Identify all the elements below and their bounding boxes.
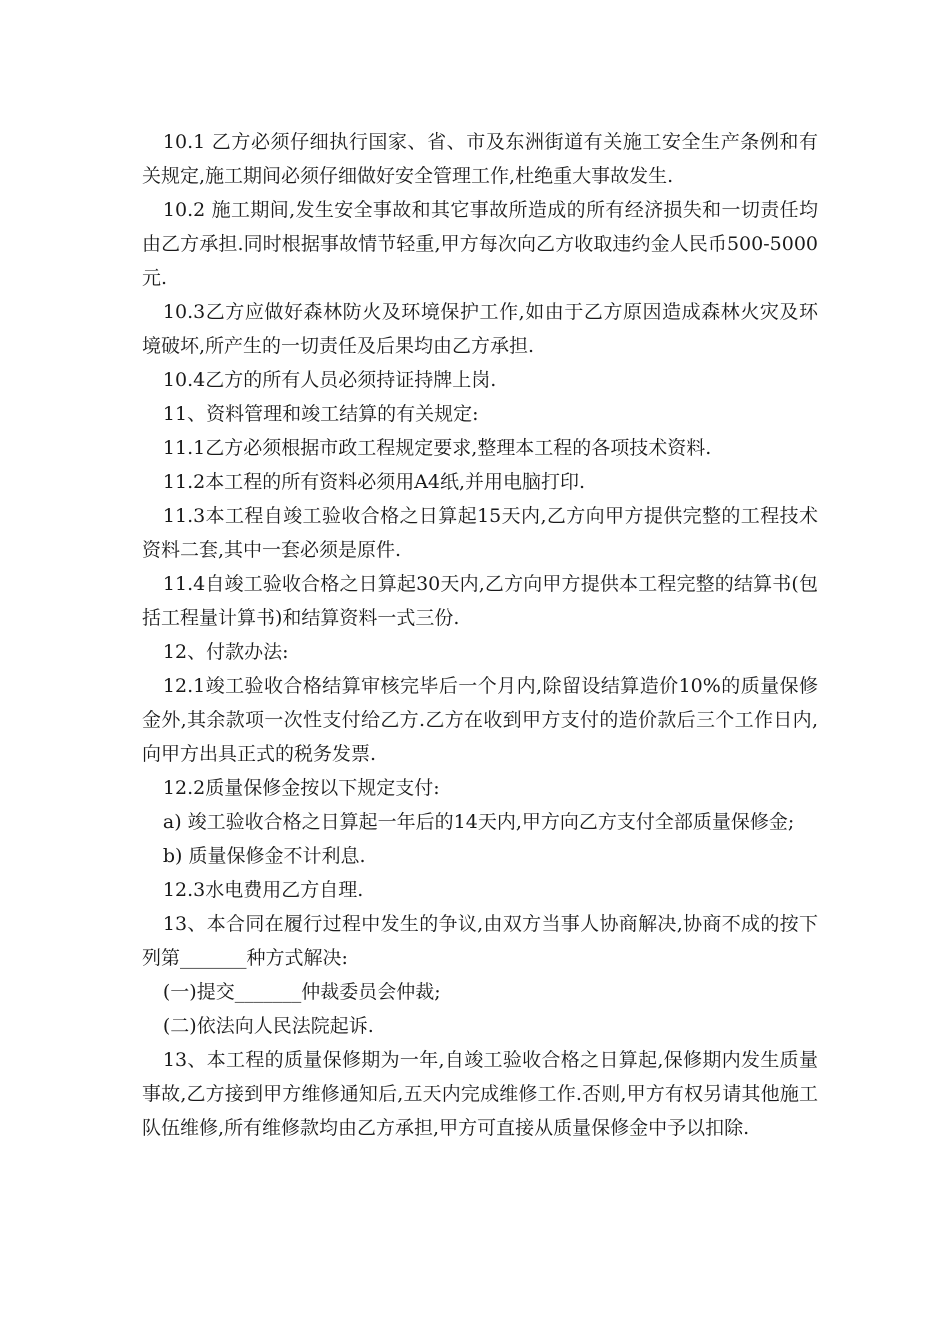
paragraph-11-1: 11.1乙方必须根据市政工程规定要求,整理本工程的各项技术资料. bbox=[162, 437, 712, 459]
paragraph-11-3: 11.3本工程自竣工验收合格之日算起15天内,乙方向甲方提供完整的工程技术资料二套,其中一套必须是原件. bbox=[142, 505, 818, 561]
section-heading-11: 11、资料管理和竣工结算的有关规定: bbox=[162, 403, 479, 425]
paragraph-10-1: 10.1 乙方必须仔细执行国家、省、市及东洲街道有关施工安全生产条例和有关规定,施工期间必须仔细做好安全管理工作,杜绝重大事故发生. bbox=[142, 131, 818, 187]
paragraph-10-4: 10.4乙方的所有人员必须持证持牌上岗. bbox=[162, 369, 497, 391]
paragraph-13-dispute: 13、本合同在履行过程中发生的争议,由双方当事人协商解决,协商不成的按下列第_______种方式解决: bbox=[142, 913, 818, 969]
list-item-b: b) 质量保修金不计利息. bbox=[162, 845, 366, 867]
paragraph-12-3: 12.3水电费用乙方自理. bbox=[162, 879, 364, 901]
paragraph-12-1: 12.1竣工验收合格结算审核完毕后一个月内,除留设结算造价10%的质量保修金外,其余款项一次性支付给乙方.乙方在收到甲方支付的造价款后三个工作日内,向甲方出具正式的税务发票. bbox=[142, 675, 818, 765]
option-court: (二)依法向人民法院起诉. bbox=[162, 1015, 374, 1037]
paragraph-11-4: 11.4自竣工验收合格之日算起30天内,乙方向甲方提供本工程完整的结算书(包括工程量计算书)和结算资料一式三份. bbox=[142, 573, 818, 629]
option-arbitration: (一)提交_______仲裁委员会仲裁; bbox=[162, 981, 441, 1003]
paragraph-10-3: 10.3乙方应做好森林防火及环境保护工作,如由于乙方原因造成森林火灾及环境破坏,所产生的一切责任及后果均由乙方承担. bbox=[142, 301, 818, 357]
list-item-a: a) 竣工验收合格之日算起一年后的14天内,甲方向乙方支付全部质量保修金; bbox=[162, 811, 795, 833]
paragraph-12-2: 12.2质量保修金按以下规定支付: bbox=[162, 777, 440, 799]
document-body bbox=[142, 125, 818, 1145]
paragraph-11-2: 11.2本工程的所有资料必须用A4纸,并用电脑打印. bbox=[162, 471, 586, 493]
paragraph-13-warranty: 13、本工程的质量保修期为一年,自竣工验收合格之日算起,保修期内发生质量事故,乙方接到甲方维修通知后,五天内完成维修工作.否则,甲方有权另请其他施工队伍维修,所有维修款均由乙方承担,甲方可直接从质量保修金中予以扣除. bbox=[142, 1049, 818, 1139]
section-heading-12: 12、付款办法: bbox=[162, 641, 289, 663]
paragraph-10-2: 10.2 施工期间,发生安全事故和其它事故所造成的所有经济损失和一切责任均由乙方承担.同时根据事故情节轻重,甲方每次向乙方收取违约金人民币500-5000元. bbox=[142, 199, 818, 289]
